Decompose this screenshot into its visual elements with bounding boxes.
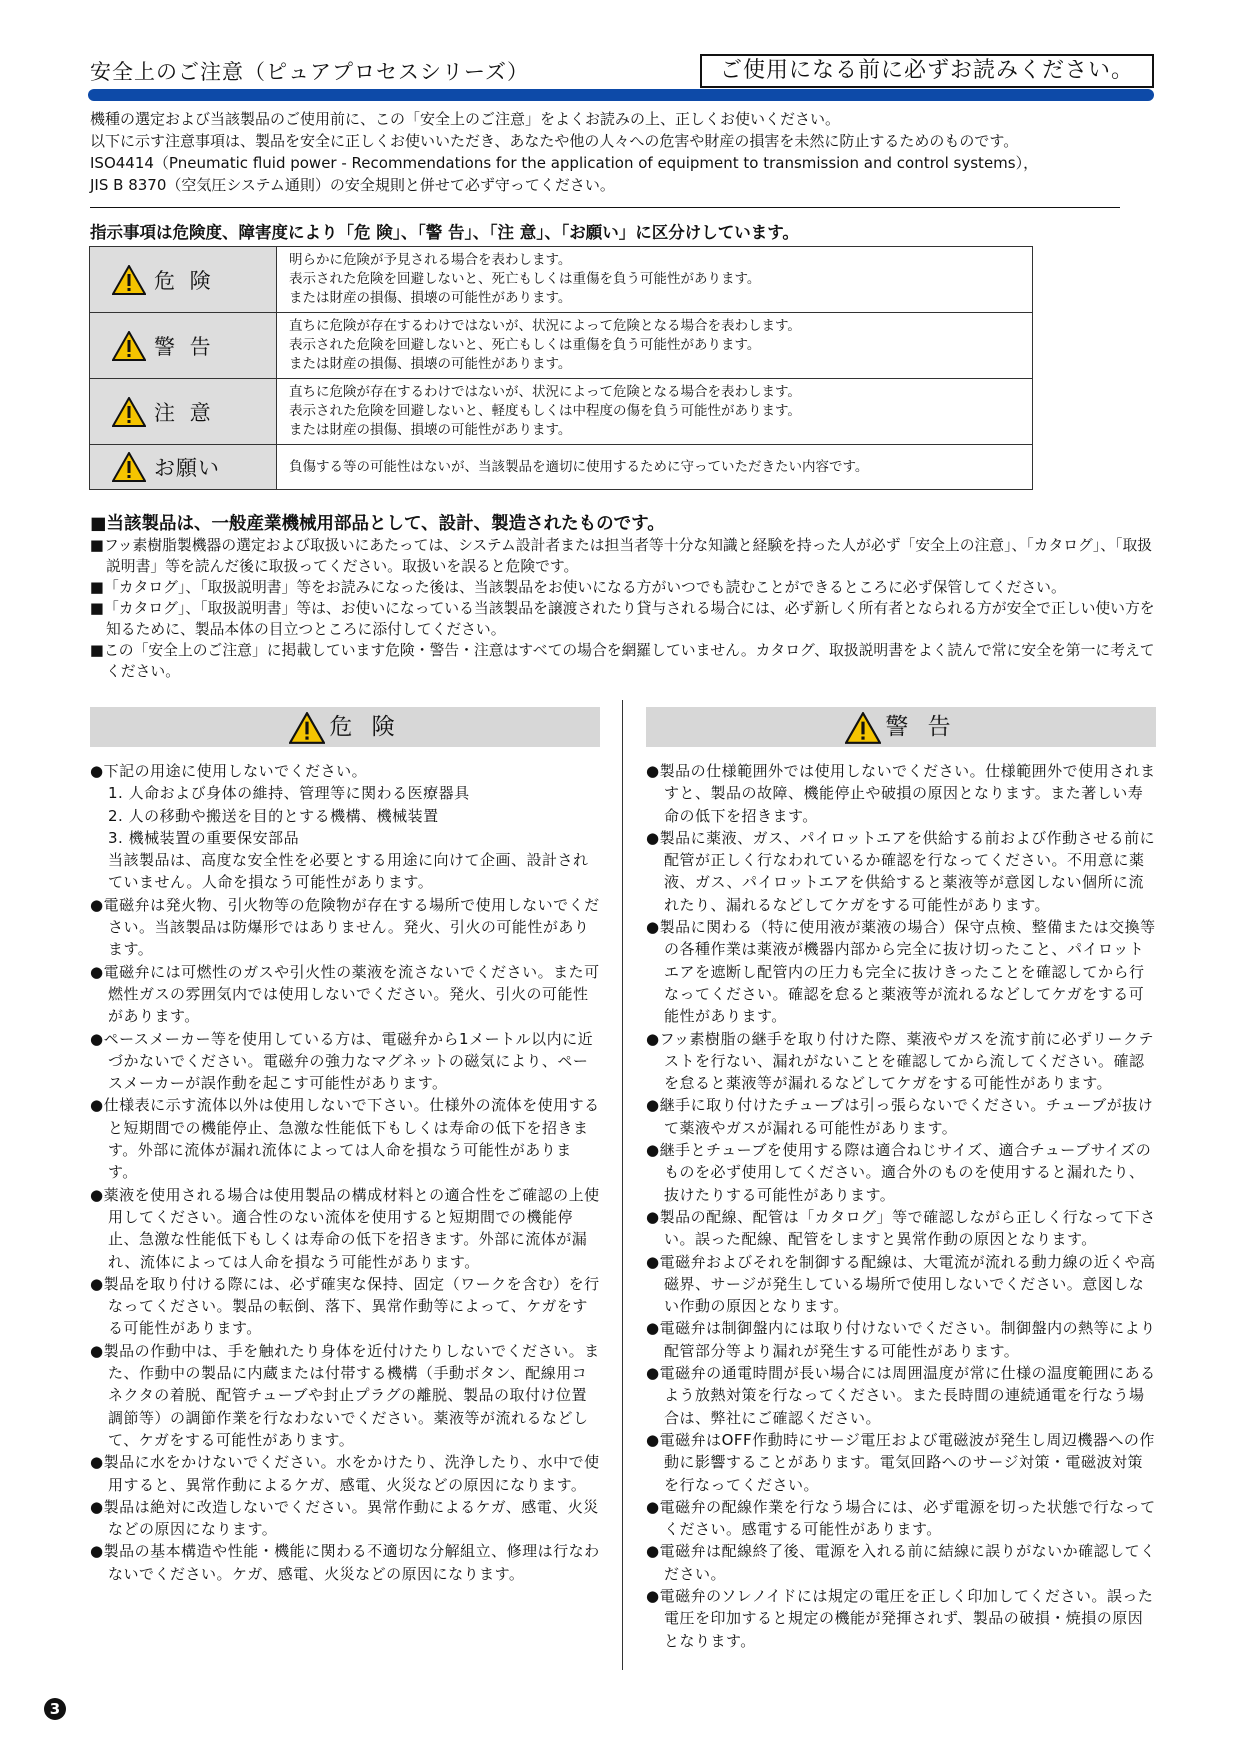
table-row xyxy=(90,313,1033,379)
notice-item: ■「カタログ」、「取扱説明書」等は、お使いになっている当該製品を譲渡されたり貸与される場合には、必ず新しく所有者となられる方が安全で正しい使い方を知るために、製品本体の目立つところに添付してください。 xyxy=(90,600,1155,638)
list-item: ●電磁弁の配線作業を行なう場合には、必ず電源を切った状態で行なってください。感電する可能性があります。 xyxy=(646,1497,1156,1539)
page-title: 安全上のご注意（ピュアプロセスシリーズ） xyxy=(90,60,529,84)
sub-item: 1. 人命および身体の維持、管理等に関わる医療器具 xyxy=(108,784,470,803)
notice-item: ■「カタログ」、「取扱説明書」等をお読みになった後は、当該製品をお使いになる方がいつでも読むことができるところに必ず保管してください。 xyxy=(90,579,1066,596)
page-number: 3 xyxy=(44,1698,66,1720)
level-description xyxy=(277,247,1033,313)
description-line: 明らかに危険が予見される場合を表わします。 xyxy=(289,252,572,268)
list-item: ●電磁弁のソレノイドには規定の電圧を正しく印加してください。誤った電圧を印加すると規定の機能が発揮されず、製品の破損・焼損の原因となります。 xyxy=(646,1586,1154,1650)
level-description xyxy=(277,379,1033,445)
section-title: 危 険 xyxy=(329,714,401,740)
level-label-cell xyxy=(90,379,277,445)
table-row xyxy=(90,379,1033,445)
level-label: 注 意 xyxy=(154,400,215,425)
level-label-cell xyxy=(90,313,277,379)
level-description xyxy=(277,445,1033,490)
description-line: 表示された危険を回避しないと、死亡もしくは重傷を負う可能性があります。 xyxy=(289,337,761,353)
read-before-use-box: ご使用になる前に必ずお読みください。 xyxy=(700,54,1154,88)
list-item: ●製品に関わる（特に使用液が薬液の場合）保守点検、整備または交換等の各種作業は薬液が機器内部から完全に抜け切ったこと、パイロットエアを遮断し配管内の圧力も完全に抜けきったことを確認してから行なってください。確認を怠ると薬液等が流れるなどしてケガをする可能性があります。 xyxy=(646,918,1156,1026)
list-item: ●電磁弁の通電時間が長い場合には周囲温度が常に仕様の温度範囲にあるよう放熱対策を行なってください。また長時間の連続通電を行なう場合は、弊社にご確認ください。 xyxy=(646,1364,1156,1427)
notice-item: ■フッ素樹脂製機器の選定および取扱いにあたっては、システム設計者または担当者等十分な知識と経験を持った人が必ず「安全上の注意」、「カタログ」、「取扱説明書」等を読んだ後に取扱ってください。取扱いを誤ると危険です。 xyxy=(90,537,1153,575)
danger-section-header xyxy=(90,707,600,747)
list-item: ●継手に取り付けたチューブは引っ張らないでください。チューブが抜けて薬液やガスが漏れる可能性があります。 xyxy=(646,1096,1154,1137)
list-item: ●ペースメーカー等を使用している方は、電磁弁から1メートル以内に近づかないでください。電磁弁の強力なマグネットの磁気により、ペースメーカーが誤作動を起こす可能性があります。 xyxy=(90,1029,594,1093)
column-divider xyxy=(622,700,623,1670)
level-label: お願い xyxy=(154,456,220,480)
description-line: 表示された危険を回避しないと、死亡もしくは重傷を負う可能性があります。 xyxy=(289,271,761,287)
intro-line: 機種の選定および当該製品のご使用前に、この「安全上のご注意」をよくお読みの上、正しくお使いください。 xyxy=(90,110,841,128)
list-item: ●薬液を使用される場合は使用製品の構成材料との適合性をご確認の上使用してください。適合性のない流体を使用すると短期間での機能停止、急激な性能低下もしくは寿命の低下を招きます。外部に流体が漏れ、流体によっては人命を損なう可能性があります。 xyxy=(90,1185,600,1271)
list-item: ●下記の用途に使用しないでください。 xyxy=(90,762,368,780)
level-label: 警 告 xyxy=(154,334,215,359)
table-row xyxy=(90,247,1033,313)
header-accent-bar xyxy=(88,89,1154,101)
table-row xyxy=(90,445,1033,490)
intro-line: 以下に示す注意事項は、製品を安全に正しくお使いいただき、あなたや他の人々への危害や財産の損害を未然に防止するためのものです。 xyxy=(90,132,1019,150)
classification-heading: 指示事項は危険度、障害度により「危 険」、「警 告」、「注 意」、「お願い」に区分けしています。 xyxy=(90,223,799,242)
level-description xyxy=(277,313,1033,379)
section-title: 警 告 xyxy=(885,714,957,740)
description-line: 直ちに危険が存在するわけではないが、状況によって危険となる場合を表わします。 xyxy=(289,318,801,334)
list-item: ●製品は絶対に改造しないでください。異常作動によるケガ、感電、火災などの原因になります。 xyxy=(90,1497,599,1539)
hazard-level-table xyxy=(89,246,1033,490)
sub-item: 3. 機械装置の重要保安部品 xyxy=(108,828,300,847)
list-item: ●フッ素樹脂の継手を取り付けた際、薬液やガスを流す前に必ずリークテストを行ない、漏れがないことを確認してから流してください。確認を怠ると薬液等が漏れるなどしてケガをする可能性があります。 xyxy=(646,1029,1154,1093)
warning-triangle-icon xyxy=(112,452,146,482)
warning-triangle-icon xyxy=(112,397,146,427)
list-item: ●電磁弁は制御盤内には取り付けないでください。制御盤内の熱等により配管部分等より漏れが発生する可能性があります。 xyxy=(646,1319,1156,1360)
description-line: 表示された危険を回避しないと、軽度もしくは中程度の傷を負う可能性があります。 xyxy=(289,403,801,419)
danger-section-body xyxy=(90,760,600,1585)
warning-section-header xyxy=(646,707,1156,747)
list-item: ●電磁弁には可燃性のガスや引火性の薬液を流さないでください。また可燃性ガスの雰囲気内では使用しないでください。発火、引火の可能性があります。 xyxy=(90,962,600,1026)
notice-lead: ■当該製品は、一般産業機械用部品として、設計、製造されたものです。 xyxy=(90,514,665,534)
list-item: ●電磁弁およびそれを制御する配線は、大電流が流れる動力線の近くや高磁界、サージが発生している場所で使用しないでください。意図しない作動の原因となります。 xyxy=(646,1252,1156,1316)
level-label: 危 険 xyxy=(154,268,215,293)
warning-triangle-icon xyxy=(112,331,146,361)
intro-line: JIS B 8370（空気圧システム通則）の安全規則と併せて必ず守ってください。 xyxy=(90,176,615,194)
divider xyxy=(90,207,1120,208)
list-item: ●製品に薬液、ガス、パイロットエアを供給する前および作動させる前に配管が正しく行なわれているか確認を行なってください。不用意に薬液、ガス、パイロットエアを供給すると薬液等が意図しない個所に流れたり、漏れるなどしてケガをする可能性があります。 xyxy=(646,828,1156,914)
notice-item: ■この「安全上のご注意」に掲載しています危険・警告・注意はすべての場合を網羅していません。カタログ、取扱説明書をよく読んで常に安全を第一に考えてください。 xyxy=(90,642,1155,680)
description-line: 負傷する等の可能性はないが、当該製品を適切に使用するために守っていただきたい内容です。 xyxy=(289,458,869,475)
list-item: ●仕様表に示す流体以外は使用しないで下さい。仕様外の流体を使用すると短期間での機能停止、急激な性能低下もしくは寿命の低下を招きます。外部に流体が漏れ流体によっては人命を損なう可能性があります。 xyxy=(90,1096,600,1182)
warning-triangle-icon xyxy=(845,712,881,744)
sub-item: 2. 人の移動や搬送を目的とする機構、機械装置 xyxy=(108,806,439,825)
intro-text xyxy=(90,108,1150,196)
list-item: ●製品に水をかけないでください。水をかけたり、洗浄したり、水中で使用すると、異常作動によるケガ、感電、火災などの原因になります。 xyxy=(90,1453,600,1494)
description-line: または財産の損傷、損壊の可能性があります。 xyxy=(289,356,572,372)
warning-section-body xyxy=(646,760,1156,1652)
warning-triangle-icon xyxy=(289,712,325,744)
list-item: ●電磁弁は発火物、引火物等の危険物が存在する場所で使用しないでください。当該製品は防爆形ではありません。発火、引火の可能性があります。 xyxy=(90,895,600,959)
description-line: または財産の損傷、損壊の可能性があります。 xyxy=(289,422,572,438)
general-notices xyxy=(90,513,1160,682)
level-label-cell xyxy=(90,247,277,313)
level-label-cell xyxy=(90,445,277,490)
list-item: ●継手とチューブを使用する際は適合ねじサイズ、適合チューブサイズのものを必ず使用してください。適合外のものを使用すると漏れたり、抜けたりする可能性があります。 xyxy=(646,1141,1152,1204)
list-item: ●製品の配線、配管は「カタログ」等で確認しながら正しく行なって下さい。誤った配線、配管をしますと異常作動の原因となります。 xyxy=(646,1207,1156,1249)
description-line: 直ちに危険が存在するわけではないが、状況によって危険となる場合を表わします。 xyxy=(289,384,801,400)
warning-triangle-icon xyxy=(112,265,146,295)
list-item: ●製品の作動中は、手を触れたり身体を近付けたりしないでください。また、作動中の製品に内蔵または付帯する機構（手動ボタン、配線用コネクタの着脱、配管チューブや封止プラグの離脱、製品の取付け位置調節等）の調節作業を行なわないでください。薬液等が流れるなどして、ケガをする可能性があります。 xyxy=(90,1341,600,1449)
list-item: ●電磁弁は配線終了後、電源を入れる前に結線に誤りがないか確認してください。 xyxy=(646,1542,1156,1583)
list-item: ●製品の基本構造や性能・機能に関わる不適切な分解組立、修理は行なわないでください。ケガ、感電、火災などの原因になります。 xyxy=(90,1542,600,1583)
list-item: ●製品を取り付ける際には、必ず確実な保持、固定（ワークを含む）を行なってください。製品の転倒、落下、異常作動等によって、ケガをする可能性があります。 xyxy=(90,1274,600,1338)
description-line: または財産の損傷、損壊の可能性があります。 xyxy=(289,290,572,306)
list-item: ●製品の仕様範囲外では使用しないでください。仕様範囲外で使用されますと、製品の故障、機能停止や破損の原因となります。また著しい寿命の低下を招きます。 xyxy=(646,762,1156,825)
list-item: ●電磁弁はOFF作動時にサージ電圧および電磁波が発生し周辺機器への作動に影響することがあります。電気回路へのサージ対策・電磁波対策を行なってください。 xyxy=(646,1430,1155,1494)
sub-item: 当該製品は、高度な安全性を必要とする用途に向けて企画、設計されていません。人命を損なう可能性があります。 xyxy=(108,851,589,892)
intro-line: ISO4414（Pneumatic fluid power - Recommendations for the application of equipment to transmission and control systems）， xyxy=(90,154,1039,172)
